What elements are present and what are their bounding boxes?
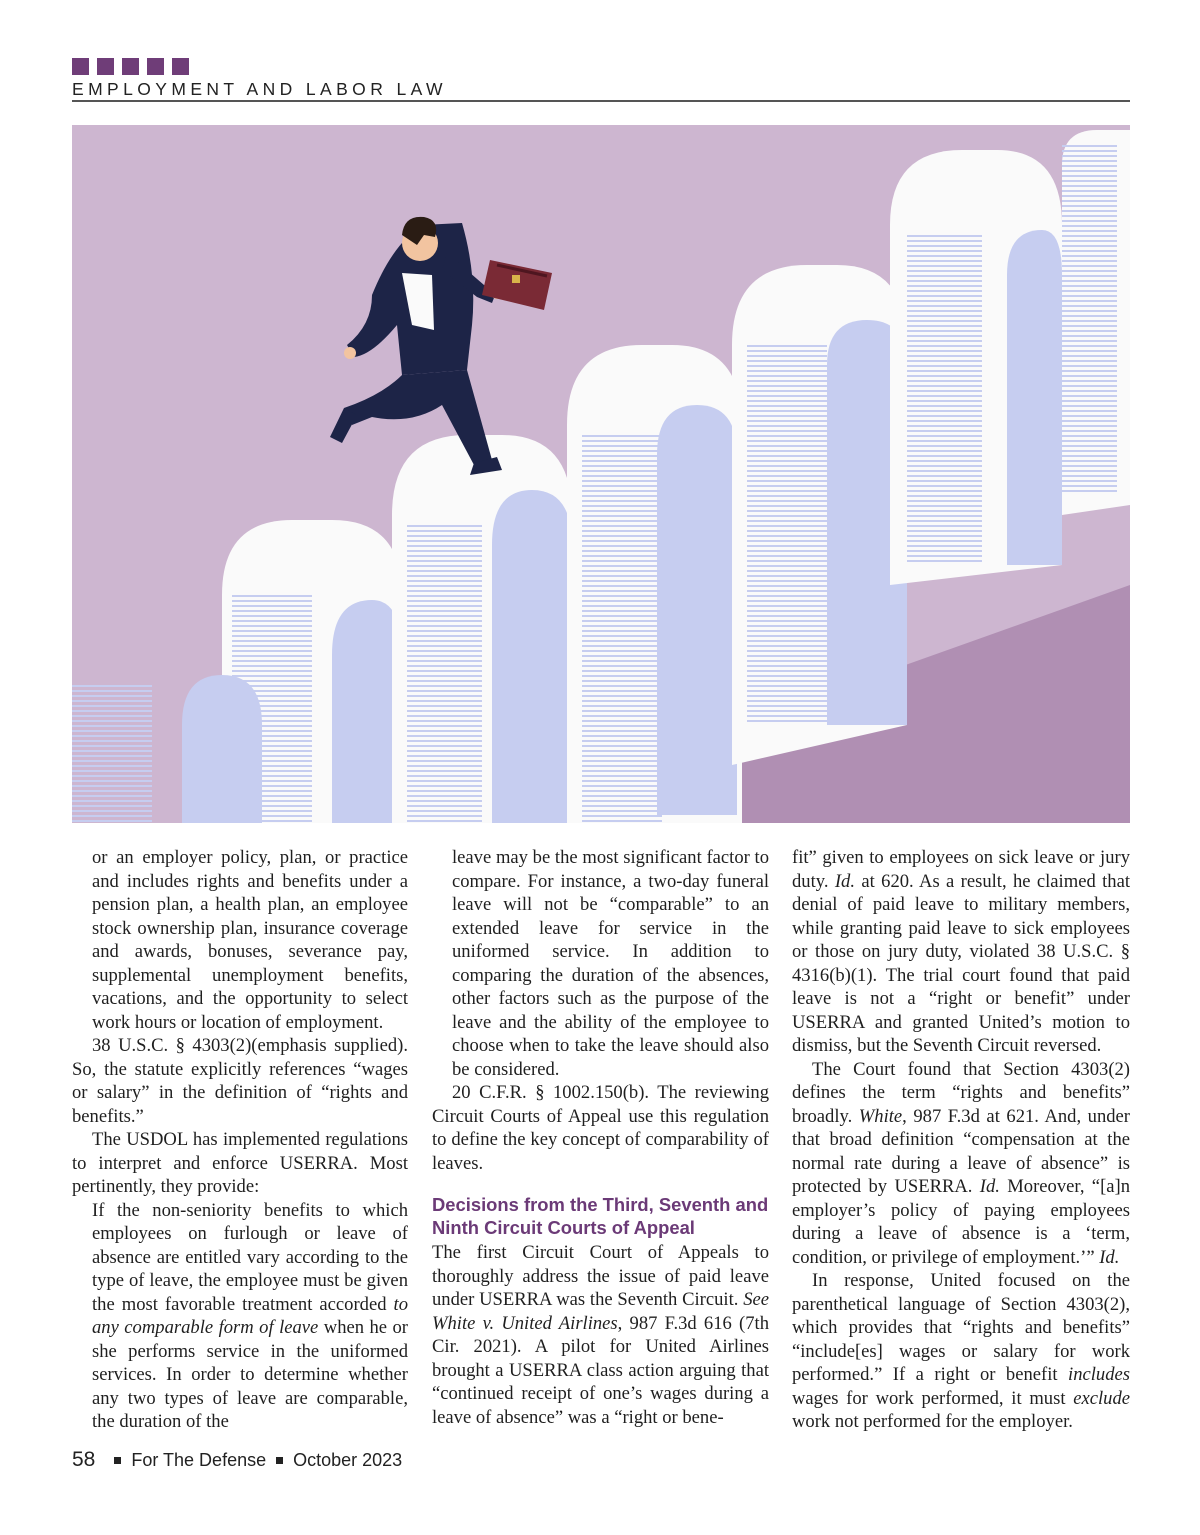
- emphasis-text: to any comparable form of leave: [92, 1293, 408, 1338]
- paragraph-text: , 987 F.3d at 621. And, under that broad definition “compensation at the normal rate during a leave of absence” is protected by USERRA.: [792, 1105, 1131, 1197]
- column-2: [432, 846, 769, 1429]
- publication-name: For The Defense: [131, 1449, 267, 1470]
- header-rule: [72, 100, 1130, 102]
- paragraph: [792, 1058, 1130, 1270]
- paragraph: [792, 1269, 1130, 1434]
- marker-square: [172, 58, 189, 75]
- separator-square: [114, 1457, 121, 1464]
- document-roll: [732, 265, 907, 765]
- section-heading: Decisions from the Third, Seventh and Ninth Circuit Courts of Appeal: [432, 1194, 769, 1238]
- block-quote-regulation: [72, 1199, 408, 1434]
- citation-id: Id.: [834, 870, 855, 892]
- paragraph-text: 38 U.S.C. § 4303(2)(emphasis supplied). So, the statute explicitly references “wages or salary” in the definition of “rights and benefits.”: [72, 1035, 408, 1127]
- paragraph-text: at 620. As a result, he claimed that denial of paid leave to military members, while granting paid leave to sick employees or those on jury duty, violated 38 U.S.C. § 4316(b)(1). The trial court found that paid leave is not a “right or benefit” under USERRA and granted United’s motion to dismiss, but the Seventh Circuit reversed.: [792, 870, 1130, 1056]
- section-marker-squares: [72, 58, 189, 75]
- paragraph: The USDOL has implemented regulations to interpret and enforce USERRA. Most pertinently, they provide:: [72, 1129, 408, 1197]
- block-quote-statute: or an employer policy, plan, or practice and includes rights and benefits under a pension plan, a health plan, an employee stock ownership plan, insurance coverage and awards, bonuses, severance pay, supplemental unemployment benefits, vacations, and the opportunity to select work hours or location of employment.: [92, 847, 408, 1033]
- marker-square: [147, 58, 164, 75]
- column-1: [72, 846, 408, 1434]
- paragraph-text: , 987 F.3d 616 (7th Cir. 2021). A pilot for United Airlines brought a USERRA class action arguing that “continued receipt of one’s wages during a leave of absence” was a “right or bene-: [432, 1312, 769, 1428]
- emphasis-text: exclude: [1073, 1387, 1130, 1409]
- citation-id: Id.: [1099, 1246, 1120, 1268]
- illustration: [72, 125, 1130, 823]
- separator-square: [276, 1457, 283, 1464]
- page-number: 58: [72, 1448, 96, 1471]
- marker-square: [97, 58, 114, 75]
- section-title: EMPLOYMENT AND LABOR LAW: [72, 79, 447, 99]
- document-roll: [567, 345, 742, 823]
- case-citation: White: [858, 1105, 903, 1127]
- paragraph-text: The first Circuit Court of Appeals to thoroughly address the issue of paid leave under USERRA was the Seventh Circuit.: [432, 1242, 769, 1310]
- paragraph-text: wages for work performed, it must: [792, 1387, 1074, 1409]
- column-3: [792, 846, 1130, 1434]
- block-quote-regulation-cont: leave may be the most significant factor to compare. For instance, a two-day funeral leave will not be “comparable” to an extended leave for service in the uniformed service. In addition to comparing the duration of the absences, other factors such as the purpose of the leave and the ability of the employee to choose when to take the leave should also be considered.: [452, 847, 769, 1080]
- quote-text: when he or she performs service in the uniformed services. In order to determine whether any two types of leave are comparable, the duration of the: [92, 1317, 408, 1432]
- case-citation: See White v. United Airlines: [432, 1289, 769, 1334]
- paragraph-text: In response, United focused on the parenthetical language of Section 4303(2), which provides that “rights and benefits” “include[es] wages or salary for work performed.” If a right or benefit: [792, 1270, 1130, 1385]
- emphasis-text: includes: [1068, 1364, 1130, 1385]
- citation-id: Id.: [979, 1176, 1000, 1197]
- paragraph-text: fit” given to employees on sick leave or jury duty.: [792, 847, 1130, 892]
- paragraph: [72, 1034, 408, 1128]
- paragraph: [432, 1241, 769, 1429]
- paragraph-text: The Court found that Section 4303(2) defines the term “rights and benefits” broadly.: [792, 1058, 1130, 1127]
- document-roll: [392, 435, 572, 823]
- issue-date: October 2023: [293, 1449, 403, 1470]
- marker-square: [122, 58, 139, 75]
- page-footer: [72, 1448, 402, 1472]
- quote-text: If the non-seniority benefits to which employees on furlough or leave of absence are entitled vary according to the type of leave, the employee must be given the most favorable treatment accorded: [92, 1199, 408, 1315]
- paragraph: [792, 846, 1130, 1058]
- paragraph-citation: 20 C.F.R. § 1002.150(b). The reviewing Circuit Courts of Appeal use this regulation to define the key concept of comparability of leaves.: [432, 1082, 769, 1174]
- businessman-running-on-documents-icon: [72, 125, 1130, 823]
- marker-square: [72, 58, 89, 75]
- paragraph-text: Moreover, “[a]n employer’s policy of paying employees during a leave of absence is a ‘term, condition, or privilege of employment.’”: [792, 1176, 1130, 1268]
- paragraph-text: work not performed for the employer.: [792, 1411, 1073, 1432]
